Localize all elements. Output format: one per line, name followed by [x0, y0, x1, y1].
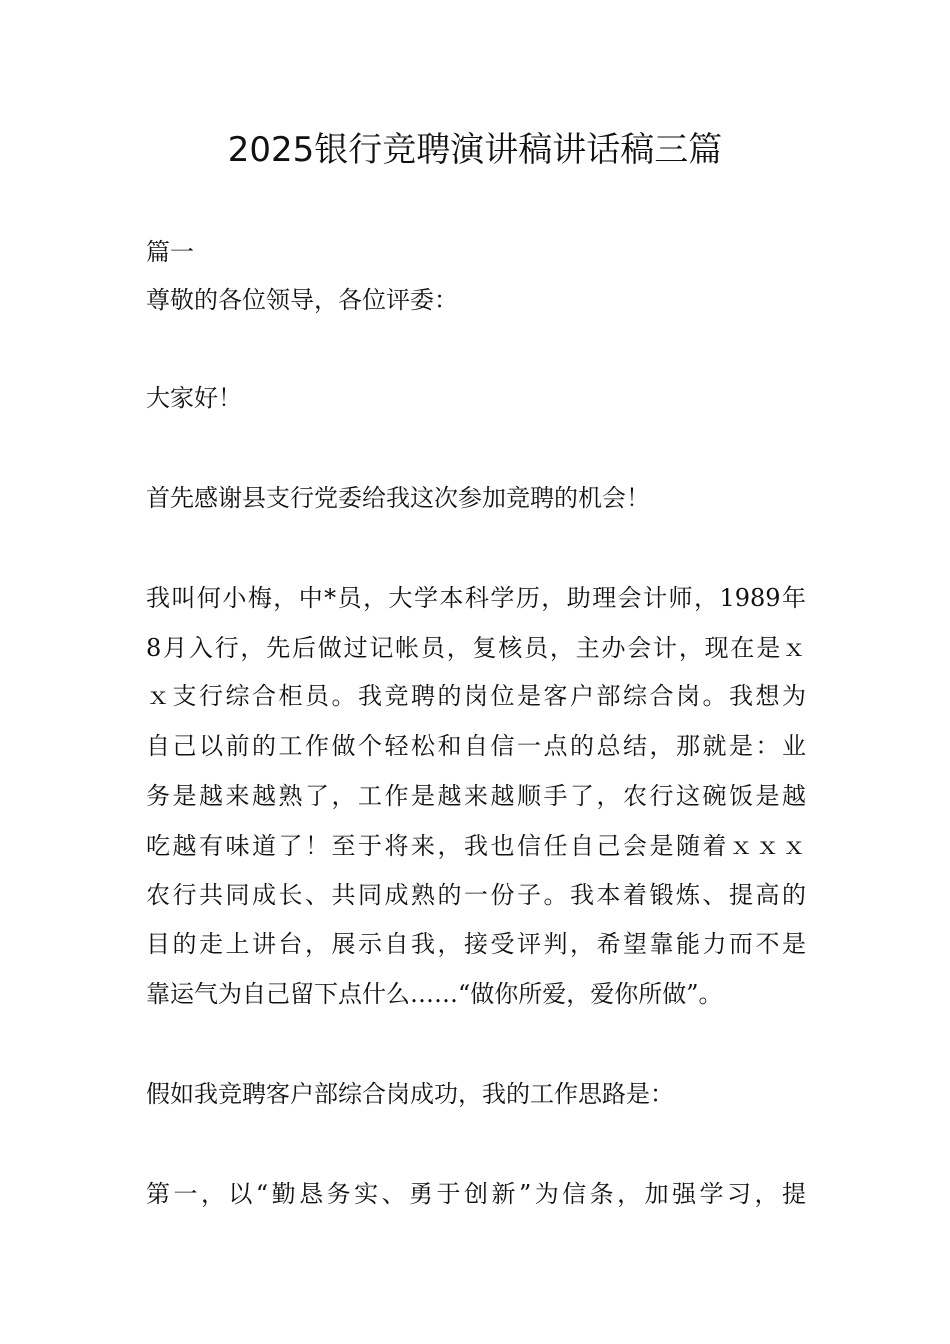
salutation: 尊敬的各位领导，各位评委：: [146, 286, 458, 314]
greeting: 大家好！: [146, 384, 242, 412]
paragraph-line: 务是越来越熟了，工作是越来越顺手了，农行这碗饭是越: [146, 782, 806, 810]
paragraph-line: 目的走上讲台，展示自我，接受评判，希望靠能力而不是: [146, 930, 806, 958]
paragraph-line: 8月入行，先后做过记帐员，复核员，主办会计，现在是ｘ: [146, 634, 806, 662]
paragraph-line: 吃越有味道了！至于将来，我也信任自己会是随着ｘｘｘ: [146, 832, 806, 860]
paragraph-line: ｘ支行综合柜员。我竞聘的岗位是客户部综合岗。我想为: [146, 682, 806, 710]
paragraph-line: 靠运气为自己留下点什么……“做你所爱，爱你所做”。: [146, 980, 723, 1008]
paragraph-line: 我叫何小梅，中*员，大学本科学历，助理会计师，1989年: [146, 584, 806, 612]
section-label: 篇一: [146, 238, 194, 266]
thanks-paragraph: 首先感谢县支行党委给我这次参加竞聘的机会！: [146, 484, 650, 512]
first-point-line: 第一，以“勤恳务实、勇于创新”为信条，加强学习，提: [146, 1180, 806, 1208]
plan-intro: 假如我竞聘客户部综合岗成功，我的工作思路是：: [146, 1080, 674, 1108]
paragraph-line: 自己以前的工作做个轻松和自信一点的总结，那就是：业: [146, 732, 806, 760]
document-title: 2025银行竞聘演讲稿讲话稿三篇: [227, 130, 723, 170]
paragraph-line: 农行共同成长、共同成熟的一份子。我本着锻炼、提高的: [146, 881, 806, 909]
